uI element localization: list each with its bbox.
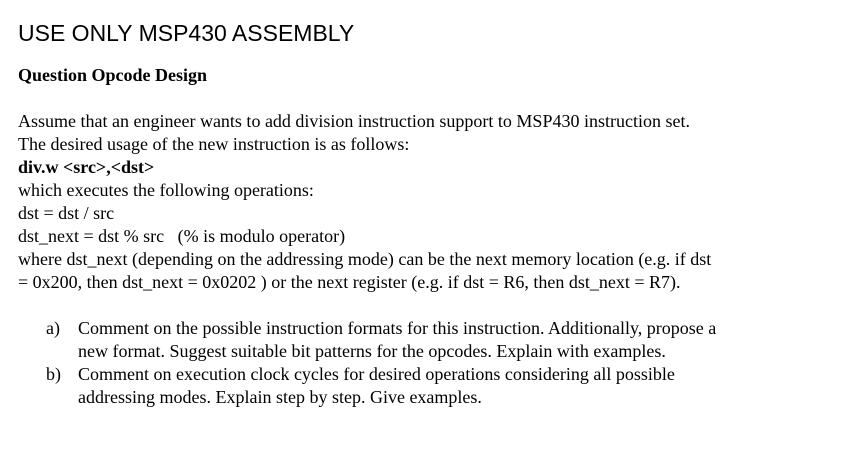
task-text-line: Comment on the possible instruction formats for this instruction. Additionally, propose a [78,318,717,338]
body-line: = 0x200, then dst_next = 0x0202 ) or the next register (e.g. if dst = R6, then dst_next = R7). [18,272,681,292]
task-marker: b) [46,364,61,384]
task-text-line: addressing modes. Explain step by step. Give examples. [78,387,482,407]
question-body [18,110,848,294]
task-marker: a) [46,318,60,338]
body-line: where dst_next (depending on the addressing mode) can be the next memory location (e.g. if dst [18,249,712,269]
task-text-line: Comment on execution clock cycles for desired operations considering all possible [78,364,675,384]
task-item-b [46,363,836,409]
operation-line: dst_next = dst % src (% is modulo operator) [18,226,346,246]
task-text-line: new format. Suggest suitable bit patterns for the opcodes. Explain with examples. [78,341,666,361]
body-line: The desired usage of the new instruction is as follows: [18,134,410,154]
instruction-syntax: div.w <src>,<dst> [18,157,155,177]
task-list [46,317,836,409]
page-heading: USE ONLY MSP430 ASSEMBLY [18,20,355,46]
operation-line: dst = dst / src [18,203,115,223]
body-line: which executes the following operations: [18,180,314,200]
task-item-a [46,317,836,363]
question-title: Question Opcode Design [18,65,208,85]
body-line: Assume that an engineer wants to add division instruction support to MSP430 instruction set. [18,111,690,131]
